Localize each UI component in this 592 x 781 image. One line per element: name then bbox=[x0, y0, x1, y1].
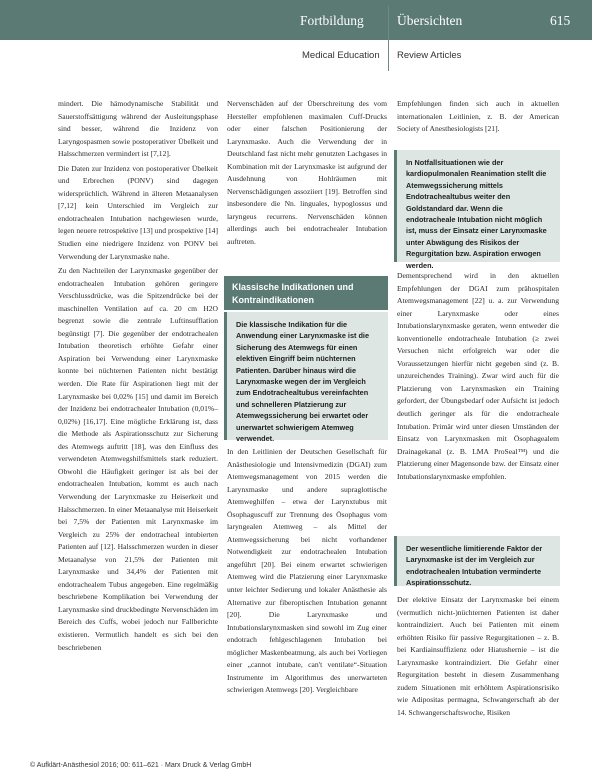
box-accent-bar bbox=[394, 150, 397, 262]
paragraph: Empfehlungen finden sich auch in aktuellen internationalen Leitlinien, z. B. der American Society of Anesthesiologists [21]. bbox=[397, 99, 559, 134]
highlight-text: Der wesentliche limitierende Faktor der Larynxmaske ist der im Vergleich zur endotrachealen Intubation verminderte Aspirationsschutz. bbox=[406, 544, 543, 588]
paragraph: Nervenschäden auf der Überschreitung des vom Hersteller empfohlenen maximalen Cuff-Drucks oder einer falschen Positionierung der Larynxmaske. Auch die Verwendung der in Deutschland fast nicht mehr genutzten Lachgases in Kombination mit der Larynxmaske ist aufgrund der Ausdehnung von Hohlräumen mit Nervenschädigungen assoziiert [19]. Betroffen sind insbesondere die Nn. linguales, hypoglossus und laryngeus recurrens. Nervenschäden können allerdings auch bei endotrachealer Intubation auftreten. bbox=[227, 99, 387, 247]
highlight-text: In Notfallsituationen wie der kardiopulmonalen Reanimation stellt die Atemwegssicherung mittels Endotrachealtubus weiter den Goldstandard dar. Wenn die endotracheale Intubation nicht möglich ist, muss der Einsatz einer Larynxmaske unter Abwägung des Risikos der Regurgitation bzw. Aspiration erwogen werden. bbox=[406, 158, 547, 270]
paragraph: mindert. Die hämodynamische Stabilität und Sauerstoffsättigung während der Ausleitungsphase sind besser, während die Inzidenz von Laryngospasmen sowie postoperativer Übelkeit und Halsschmerzen vermindert ist [7,12]. bbox=[58, 99, 218, 159]
highlight-box bbox=[394, 150, 560, 270]
paragraph: Zu den Nachteilen der Larynxmaske gegenüber der endotrachealen Intubation gehören geringere Verschlussdrücke, was die Spitzendrücke bei der maschinellen Ventilation auf ca. 20 cm H2O begrenzt sowie die zentrale Luftinsufflation begünstigt [7]. Die gegenüber der endotrachealen Intubation theoretisch erhöhte Gefahr einer Aspiration bei Verwendung einer Larynxmaske konnte bei nüchternen Patienten nicht bestätigt werden. Die Rate für Aspirationen liegt mit der Larynxmaske bei 0,02% [15] und damit im Bereich der Inzidenz bei endotrachealer Intubation (0,01%–0,02%) [16,17]. Eine mögliche Erklärung ist, dass die Methode als Aspirationsschutz zur Sicherung des Atemwegs auftritt [18], was den Einfluss des verwendeten Atemwegshilfsmittels stark reduziert. Obwohl die Häufigkeit geringer ist als bei der endotrachealen Intubation, kommt es auch nach Verwendung der Larynxmaske zu Heiserkeit und Halsschmerzen. In einer Metaanalyse mit Heiserkeit bei 7,5% der Patienten mit Larynxmaske im Vergleich zu 25% der endotracheal intubierten Patienten auf [12]. Halsschmerzen wurden in dieser Metaanalyse von 21,5% der Patienten mit Larynxmaske und 34,4% der Patienten mit endotrachealem Tubus angegeben. Eine regelmäßig beschriebene Komplikation bei Verwendung der Larynxmaske sind druckbedingte Nervenschäden im Bereich des Cuffs, wobei jedoch nur Fallberichte existieren. Vermutlich handelt es sich bei den beschriebenen bbox=[58, 266, 218, 652]
paragraph: Der elektive Einsatz der Larynxmaske bei einem (vermutlich nicht-)nüchternen Patienten ist daher kontraindiziert. Auch bei Patienten mit einem erhöhten Risiko für passive Regurgitationen – z. B. bei Kardiainsuffizienz oder Hiatushernie – ist die Larynxmaske kontraindiziert. Die Gefahr einer Regurgitation besteht in diesem Zusammenhang zudem Situationen mit erhöhtem Aspirationsrisiko wie Adipositas permagna, Schwangerschaft ab der 14. Schwangerschaftswoche, Risiken bbox=[397, 595, 559, 717]
highlight-box bbox=[394, 536, 560, 586]
header-divider bbox=[388, 6, 389, 71]
page-footer: © Aufklärt-Anästhesiol 2016; 00: 611–621 · Marx Druck & Verlag GmbH bbox=[30, 762, 252, 769]
paragraph: In den Leitlinien der Deutschen Gesellschaft für Anästhesiologie und Intensivmedizin (DGAI) zum Atemwegsmanagement von 2015 werden die Larynxmaske und andere supraglottische Atemweghilfen – etwa der Larynxtubus mit Ösophaguscuff zur Trennung des Ösophagus vom laryngealen Atemweg – als Mittel der Atemwegssicherung bei nicht vorhandener Notwendigkeit zur endotrachealen Intubation angeführt [20]. Bei einem erwartet schwierigen Atemweg wird die Platzierung einer Larynxmaske unter leichter Sedierung und lokaler Anästhesie als Alternative zur fiberoptischen Intubation genannt [20]. Die Larynxmaske und Intubationslarynxmasken sind sowohl im Zug einer endotrach fehlgeschlagenen Intubation bei möglicher Maskenbeatmung, als auch bei Vorliegen einer „cannot intubate, can't ventilate“-Situation Instrumente im Algorithmus des unerwarteten schwierigen Atemwegs [20]. Vergleichbare bbox=[227, 447, 387, 695]
text-column-2-top bbox=[227, 98, 387, 249]
section-heading: Klassische Indikationen und Kontraindikationen bbox=[224, 276, 388, 310]
header-section-type-en: Review Articles bbox=[397, 50, 462, 61]
highlight-box bbox=[224, 312, 388, 444]
page-header bbox=[0, 0, 592, 40]
text-column-1 bbox=[58, 98, 218, 654]
box-accent-bar bbox=[394, 536, 397, 586]
text-column-3-bottom bbox=[397, 594, 559, 719]
text-column-2-bottom bbox=[227, 446, 387, 697]
header-section-type-de: Übersichten bbox=[397, 13, 463, 28]
header-section-en: Medical Education bbox=[302, 50, 380, 61]
page-number: 615 bbox=[550, 13, 571, 28]
paragraph: Die Daten zur Inzidenz von postoperativer Übelkeit und Erbrechen (PONV) sind dagegen widersprüchlich. Während in älteren Metaanalysen [7,12] kein Unterschied im Vergleich zur endotrachealen Intubation nachgewiesen wurde, legen neuere retrospektive [13] und prospektive [14] Studien eine niedrigere Inzidenz von PONV bei Verwendung der Larynxmaske nahe. bbox=[58, 163, 218, 261]
paragraph: Dementsprechend wird in den aktuellen Empfehlungen der DGAI zum prähospitalen Atemwegsmanagement [22] u. a. zur Verwendung einer Larynxmaske oder eines Intubationslarynxmaske geraten, wenn entweder die konventionelle endotracheale Intubation (≥ zwei Versuchen nicht erfolgreich war oder die Voraussetzungen hierfür nicht gegeben sind (z. B. unzureichendes Training). Zwar wird auch für die Platzierung von Larynxmasken ein Training gefordert, der Übungsbedarf oder Aufsicht ist jedoch deutlich geringer als für die endotracheale Intubation. Primär wird unter diesen Umständen der Einsatz von Larynxmasken mit Ösophagealem Drainagekanal (z. B. LMA ProSeal™) und die Platzierung einer Magensonde bzw. der Einsatz einer Intubationslarynxmaske empfohlen. bbox=[397, 271, 559, 481]
header-section-de: Fortbildung bbox=[300, 13, 364, 28]
highlight-text: Die klassische Indikation für die Anwendung einer Larynxmaske ist die Sicherung des Atemwegs für einen elektiven Eingriff beim nüchternen Patienten. Darüber hinaus wird die Larynxmaske wegen der im Vergleich zum Endotrachealtubus vereinfachten und schnelleren Platzierung zur Atemwegssicherung bei erwartet oder unerwartet schwierigem Atemweg verwendet. bbox=[236, 320, 370, 444]
text-column-3-middle bbox=[397, 270, 559, 483]
box-accent-bar bbox=[224, 312, 227, 440]
text-column-3-top bbox=[397, 98, 559, 136]
